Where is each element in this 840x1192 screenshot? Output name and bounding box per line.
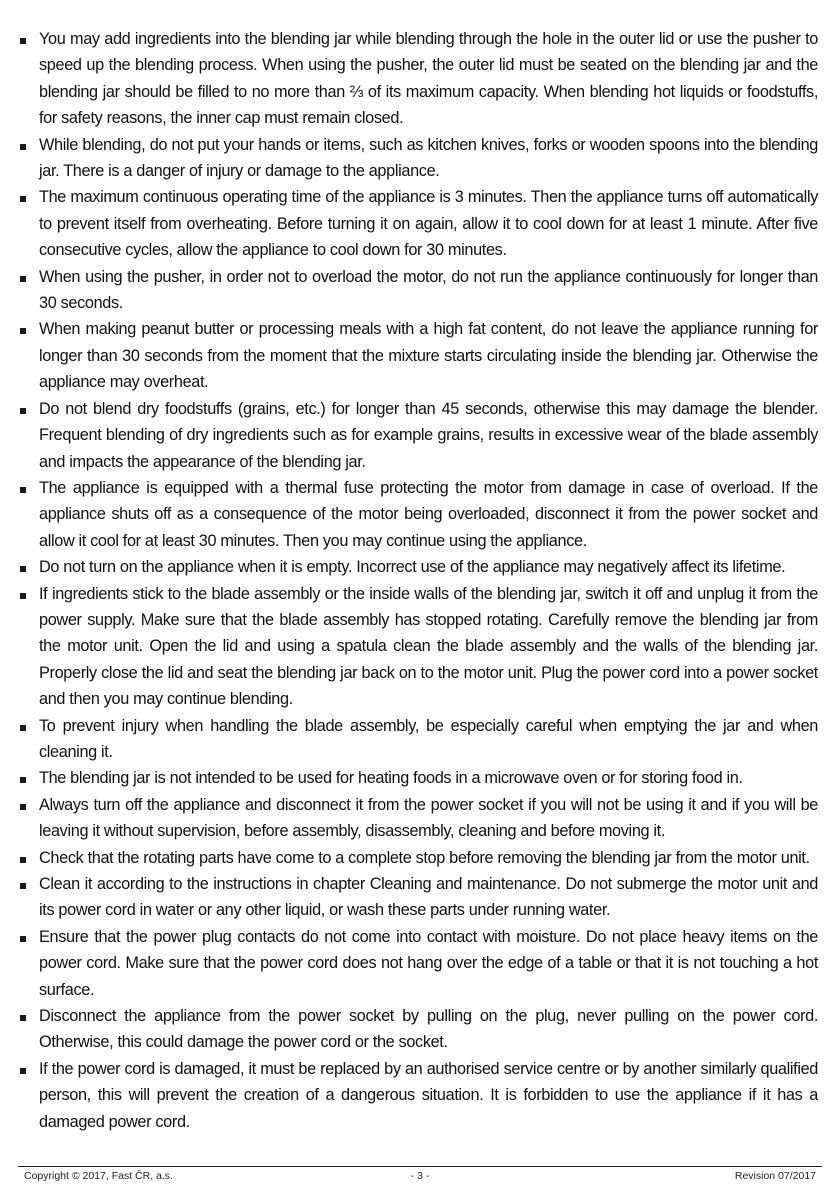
- revision-text: Revision 07/2017: [734, 1170, 816, 1182]
- list-item: Clean it according to the instructions in chapter Cleaning and maintenance. Do not submerge the motor unit and its power cord in water or any other liquid, or wash these parts under running water.: [18, 871, 818, 924]
- list-item: When making peanut butter or processing meals with a high fat content, do not leave the appliance running for longer than 30 seconds from the moment that the mixture starts circulating inside the blending jar. Otherwise the appliance may overheat.: [18, 316, 818, 395]
- page-footer: [24, 1170, 816, 1182]
- list-item: Do not blend dry foodstuffs (grains, etc.) for longer than 45 seconds, otherwise this may damage the blender. Frequent blending of dry ingredients such as for example grains, results in excessive wear of the blade assembly and impacts the appearance of the blending jar.: [18, 396, 818, 475]
- list-item: When using the pusher, in order not to overload the motor, do not run the appliance continuously for longer than 30 seconds.: [18, 264, 818, 317]
- list-item: Disconnect the appliance from the power socket by pulling on the plug, never pulling on the power cord. Otherwise, this could damage the power cord or the socket.: [18, 1003, 818, 1056]
- instruction-list: [18, 26, 818, 1135]
- list-item: If the power cord is damaged, it must be replaced by an authorised service centre or by another similarly qualified person, this will prevent the creation of a dangerous situation. It is forbidden to use the appliance if it has a damaged power cord.: [18, 1056, 818, 1135]
- list-item: Always turn off the appliance and disconnect it from the power socket if you will not be using it and if you will be leaving it without supervision, before assembly, disassembly, cleaning and before moving it.: [18, 792, 818, 845]
- list-item: While blending, do not put your hands or items, such as kitchen knives, forks or wooden spoons into the blending jar. There is a danger of injury or damage to the appliance.: [18, 132, 818, 185]
- page-number: - 3 -: [410, 1170, 430, 1182]
- list-item: The maximum continuous operating time of the appliance is 3 minutes. Then the appliance turns off automatically to prevent itself from overheating. Before turning it on again, allow it to cool down for at least 1 minute. After five consecutive cycles, allow the appliance to cool down for 30 minutes.: [18, 184, 818, 263]
- list-item: Check that the rotating parts have come to a complete stop before removing the blending jar from the motor unit.: [18, 845, 818, 871]
- list-item: Ensure that the power plug contacts do not come into contact with moisture. Do not place heavy items on the power cord. Make sure that the power cord does not hang over the edge of a table or that it is not touching a hot surface.: [18, 924, 818, 1003]
- copyright-text: Copyright © 2017, Fast ČR, a.s.: [24, 1170, 173, 1182]
- list-item: To prevent injury when handling the blade assembly, be especially careful when emptying the jar and when cleaning it.: [18, 713, 818, 766]
- footer-divider: [18, 1166, 822, 1167]
- list-item: The blending jar is not intended to be used for heating foods in a microwave oven or for storing food in.: [18, 765, 818, 791]
- instructions-section: [18, 26, 818, 1135]
- list-item: You may add ingredients into the blending jar while blending through the hole in the outer lid or use the pusher to speed up the blending process. When using the pusher, the outer lid must be seated on the blending jar and the blending jar should be filled to no more than ⅔ of its maximum capacity. When blending hot liquids or foodstuffs, for safety reasons, the inner cap must remain closed.: [18, 26, 818, 132]
- list-item: If ingredients stick to the blade assembly or the inside walls of the blending jar, switch it off and unplug it from the power supply. Make sure that the blade assembly has stopped rotating. Carefully remove the blending jar from the motor unit. Open the lid and using a spatula clean the blade assembly and the walls of the blending jar. Properly close the lid and seat the blending jar back on to the motor unit. Plug the power cord into a power socket and then you may continue blending.: [18, 581, 818, 713]
- list-item: The appliance is equipped with a thermal fuse protecting the motor from damage in case of overload. If the appliance shuts off as a consequence of the motor being overloaded, disconnect it from the power socket and allow it cool for at least 30 minutes. Then you may continue using the appliance.: [18, 475, 818, 554]
- list-item: Do not turn on the appliance when it is empty. Incorrect use of the appliance may negatively affect its lifetime.: [18, 554, 818, 580]
